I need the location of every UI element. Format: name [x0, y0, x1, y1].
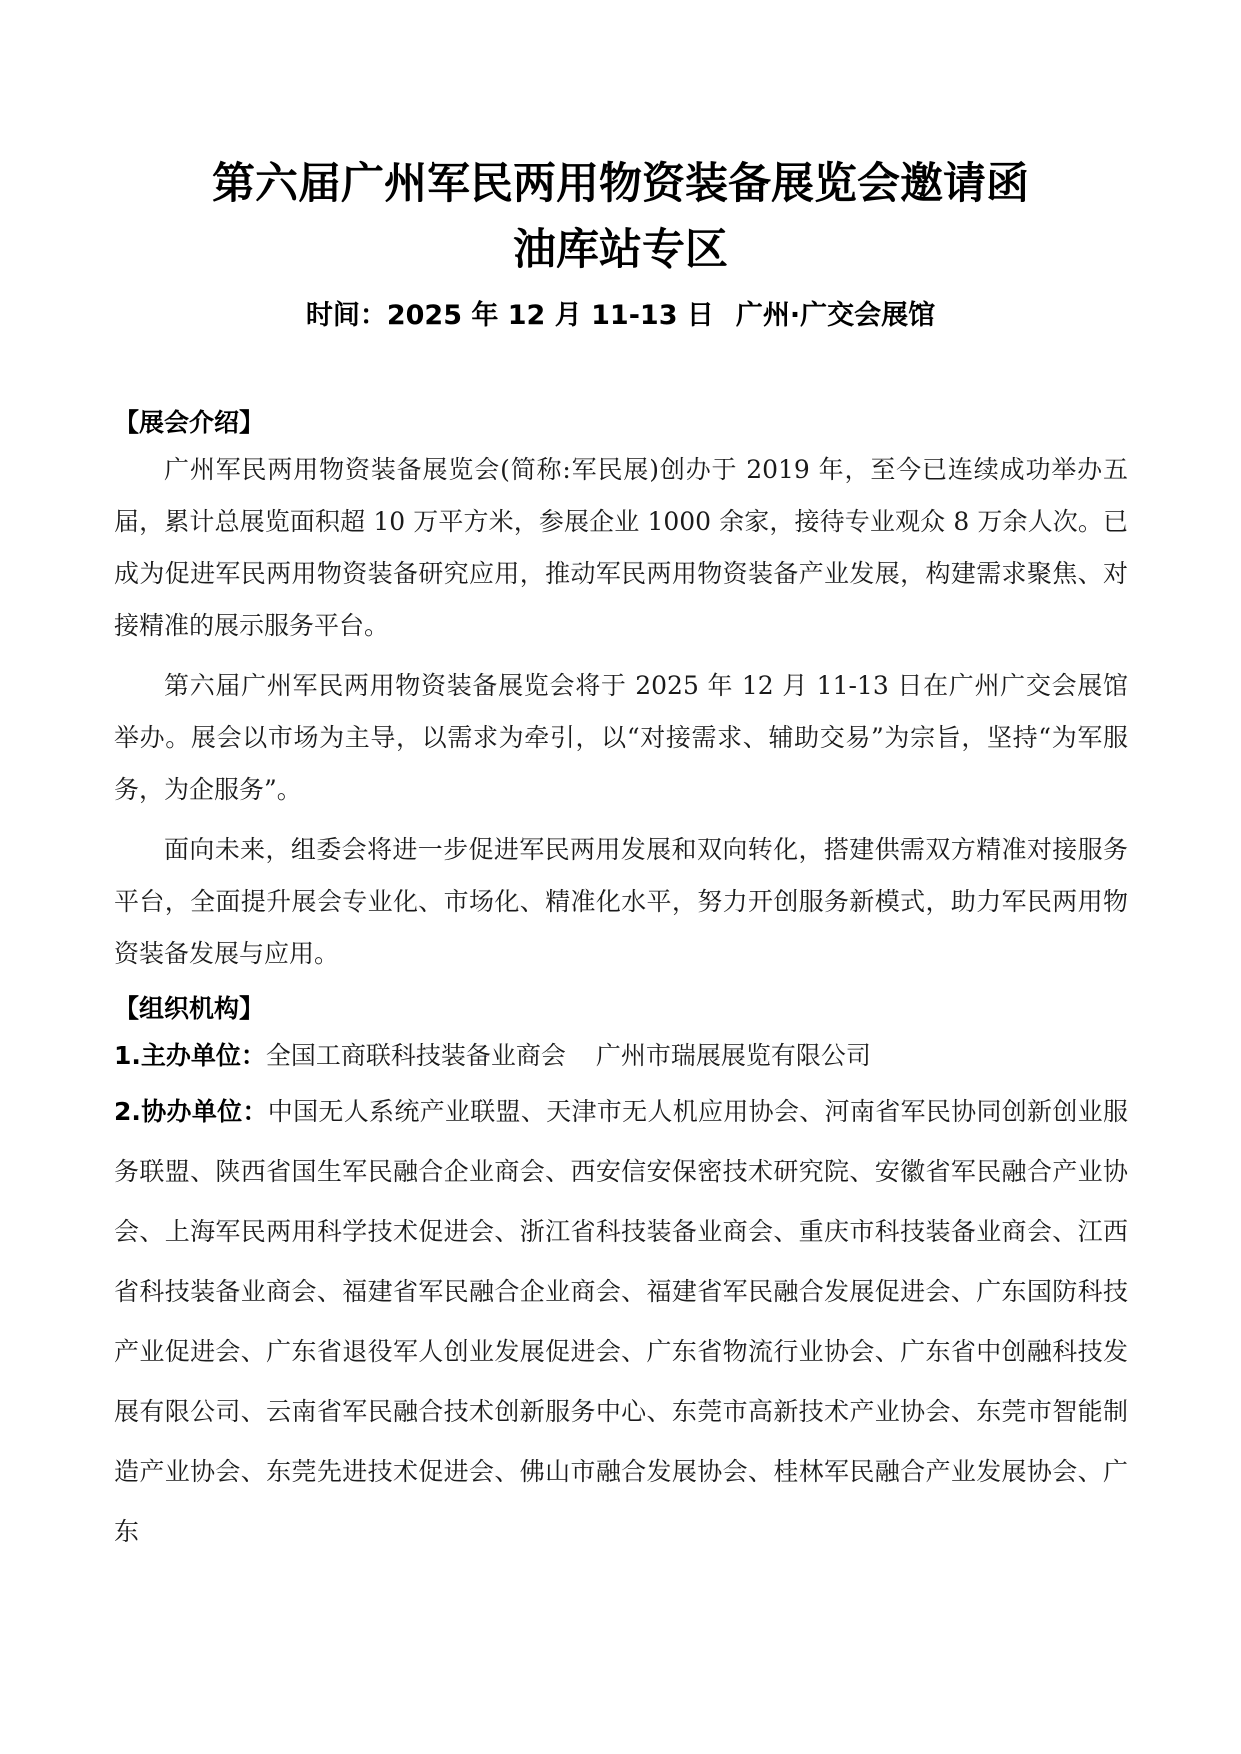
event-date: 2025 年 12 月 11-13 日: [386, 300, 714, 331]
organizer-unit: 全国工商联科技装备业商会: [265, 1041, 566, 1070]
intro-paragraph: 广州军民两用物资装备展览会(简称:军民展)创办于 2019 年，至今已连续成功举办五届，累计总展览面积超 10 万平方米，参展企业 1000 余家，接待专业观众 8 万余人次。已成为促进军民两用物资装备研究应用，推动军民两用物资装备产业发展，构建需求聚焦、对接精准的展示服务平台。: [114, 455, 1128, 640]
document-title: 第六届广州军民两用物资装备展览会邀请函: [212, 159, 1029, 209]
co-organizers-line: [114, 1082, 1128, 1562]
section-heading-organization: 【组织机构】: [114, 994, 265, 1023]
time-label: 时间：: [305, 300, 387, 331]
organizers-line: [114, 1030, 1128, 1082]
section-heading-intro: 【展会介绍】: [114, 408, 265, 437]
co-organizers-label: 2.协办单位：: [114, 1097, 268, 1126]
organizer-unit: 广州市瑞展展览有限公司: [595, 1041, 871, 1070]
event-meta: [0, 296, 1241, 336]
intro-paragraph: 面向未来，组委会将进一步促进军民两用发展和双向转化，搭建供需双方精准对接服务平台，全面提升展会专业化、市场化、精准化水平，努力开创服务新模式，助力军民两用物资装备发展与应用。: [114, 835, 1128, 968]
event-location: 广州·广交会展馆: [735, 300, 936, 331]
document-subtitle: 油库站专区: [513, 225, 728, 275]
document-body: [114, 402, 1128, 1562]
organizers-label: 1.主办单位：: [114, 1041, 266, 1070]
co-organizers-list: 中国无人系统产业联盟、天津市无人机应用协会、河南省军民协同创新创业服务联盟、陕西省国生军民融合企业商会、西安信安保密技术研究院、安徽省军民融合产业协会、上海军民两用科学技术促进会、浙江省科技装备业商会、重庆市科技装备业商会、江西省科技装备业商会、福建省军民融合企业商会、福建省军民融合发展促进会、广东国防科技产业促进会、广东省退役军人创业发展促进会、广东省物流行业协会、广东省中创融科技发展有限公司、云南省军民融合技术创新服务中心、东莞市高新技术产业协会、东莞市智能制造产业协会、东莞先进技术促进会、佛山市融合发展协会、桂林军民融合产业发展协会、广东: [114, 1097, 1128, 1546]
intro-paragraph: 第六届广州军民两用物资装备展览会将于 2025 年 12 月 11-13 日在广州广交会展馆举办。展会以市场为主导，以需求为牵引，以“对接需求、辅助交易”为宗旨，坚持“为军服务，为企服务”。: [114, 671, 1128, 804]
